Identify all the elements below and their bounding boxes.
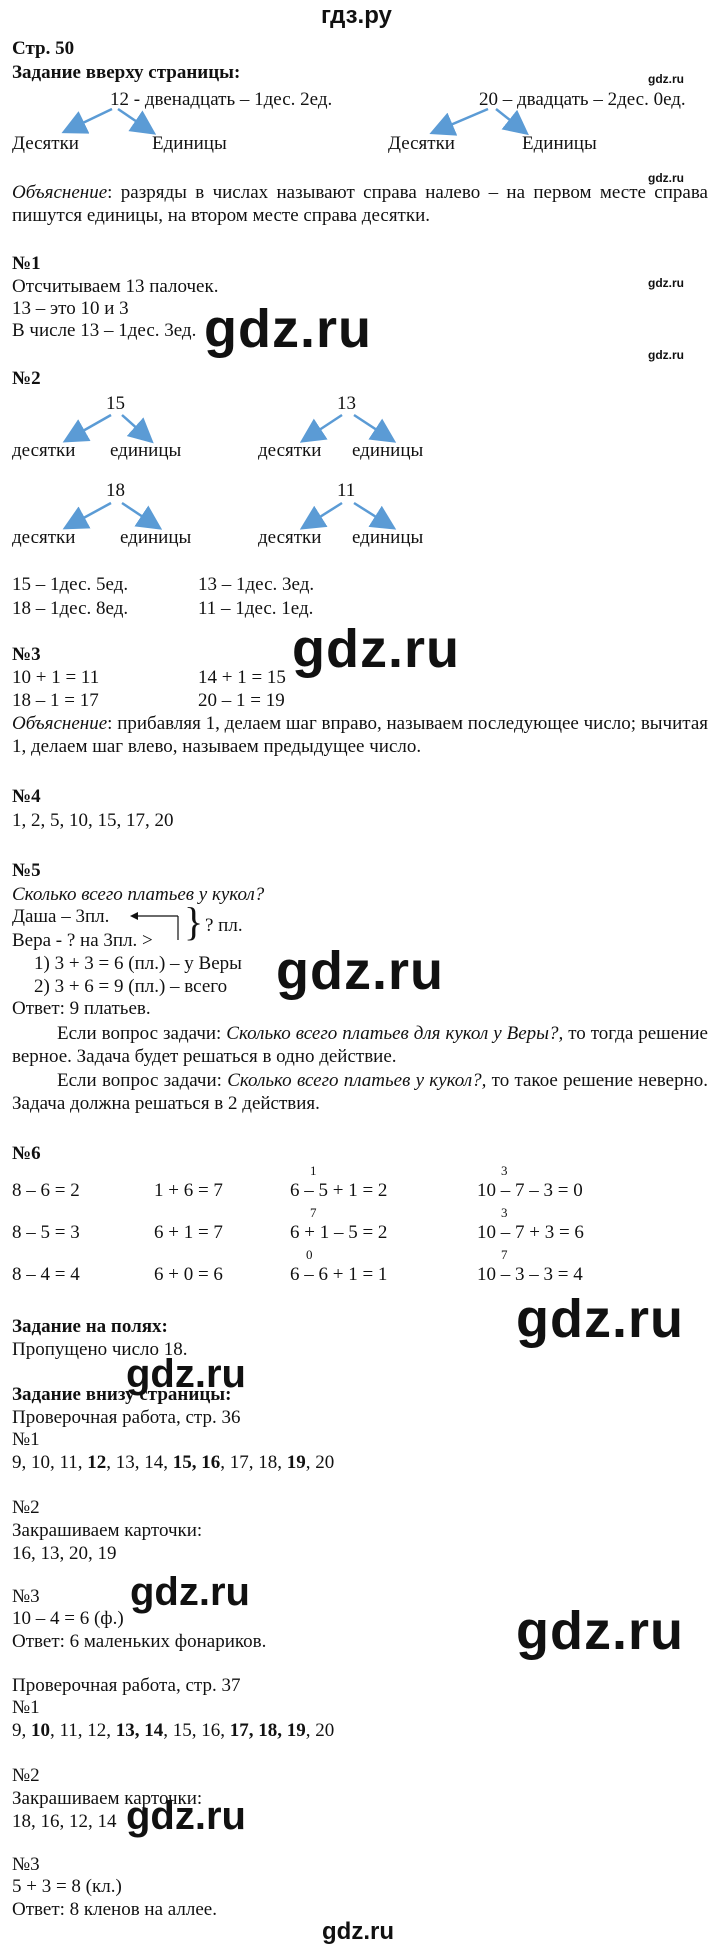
work-sequence <box>12 1720 334 1742</box>
task-6-eq: 10 – 7 + 3 = 6 <box>477 1222 584 1243</box>
note-text: Если вопрос задачи: <box>57 1070 228 1091</box>
watermark-big: gdz.ru <box>276 941 444 1001</box>
work-item-number: №2 <box>12 1765 40 1786</box>
units-label: Единицы <box>522 133 597 154</box>
seq-part: 9, <box>12 1720 31 1741</box>
task-5-dasha: Даша – 3пл. <box>12 906 110 927</box>
task-6-eq: 8 – 6 = 2 <box>12 1180 80 1201</box>
tens-label: десятки <box>12 527 76 548</box>
work-text: Закрашиваем карточки: <box>12 1788 203 1809</box>
arrow-11-tens <box>304 503 342 527</box>
work-title: Проверочная работа, стр. 37 <box>12 1675 241 1696</box>
work-item-number: №3 <box>12 1854 40 1875</box>
task-5-title: №5 <box>12 860 41 881</box>
note-text: то такое решение неверно. Задача должна решаться в 2 действия. <box>12 1070 708 1114</box>
task-4-title: №4 <box>12 786 41 807</box>
margin-task-text: Пропущено число 18. <box>12 1339 188 1360</box>
note-question: Сколько всего платьев у кукол?, <box>227 1070 487 1091</box>
top-task-explanation <box>12 181 708 227</box>
vera-label: Вера - <box>12 930 67 951</box>
work-item-number: №3 <box>12 1586 40 1607</box>
seq-part: , 15, 16, <box>163 1720 230 1741</box>
task-5-vera <box>12 930 153 952</box>
watermark-small: gdz.ru <box>648 276 684 290</box>
explanation-text: : разряды в числах называют справа налево – на первом месте справа пишутся единицы, на втором месте справа десятки. <box>12 182 708 226</box>
task-6-eq: 1 + 6 = 7 <box>154 1180 223 1201</box>
task-3-eq: 10 + 1 = 11 <box>12 667 100 688</box>
seq-part: 9, 10, 11, <box>12 1452 88 1473</box>
watermark-big: gdz.ru <box>516 1601 684 1661</box>
tree-number: 11 <box>337 480 356 501</box>
site-header: гдз.ру <box>321 2 392 29</box>
task-2-result: 13 – 1дес. 3ед. <box>198 574 315 595</box>
watermark-big: gdz.ru <box>130 1570 250 1614</box>
task-5-question: Сколько всего платьев у кукол? <box>12 884 265 905</box>
work-title: Проверочная работа, стр. 36 <box>12 1407 241 1428</box>
task-3-eq: 20 – 1 = 19 <box>198 690 285 711</box>
top-task-heading: Задание вверху страницы: <box>12 62 241 83</box>
work-item-number: №1 <box>12 1697 40 1718</box>
task-4-sequence: 1, 2, 5, 10, 15, 17, 20 <box>12 810 174 831</box>
task-1-line: 13 – это 10 и 3 <box>12 298 129 319</box>
seq-part: , 20 <box>305 1720 335 1741</box>
watermark-small: gdz.ru <box>648 348 684 362</box>
work-cards: 18, 16, 12, 14 <box>12 1811 117 1832</box>
task-5-total: ? пл. <box>205 915 243 936</box>
task-5-note <box>12 1069 708 1115</box>
task-6-hint: 7 <box>310 1205 317 1220</box>
task-6-hint: 3 <box>501 1163 508 1178</box>
task-6-eq: 6 + 0 = 6 <box>154 1264 223 1285</box>
margin-task-heading: Задание на полях: <box>12 1316 168 1337</box>
task-6-eq: 6 + 1 = 7 <box>154 1222 223 1243</box>
tens-label: десятки <box>258 527 322 548</box>
task-3-title: №3 <box>12 644 41 665</box>
task-5-step: 2) 3 + 6 = 9 (пл.) – всего <box>34 976 228 997</box>
task-3-eq: 14 + 1 = 15 <box>198 667 286 688</box>
arrow-15-units <box>122 415 150 440</box>
watermark-small: gdz.ru <box>648 72 684 86</box>
task-2-result: 11 – 1дес. 1ед. <box>198 598 314 619</box>
task-6-hint: 3 <box>501 1205 508 1220</box>
watermark-small: gdz.ru <box>648 171 684 185</box>
units-label: единицы <box>352 440 424 461</box>
number-line-12: 12 - двенадцать – 1дес. 2ед. <box>110 89 333 110</box>
seq-part-bold: 15, 16 <box>172 1452 221 1473</box>
task-6-eq: 10 – 7 – 3 = 0 <box>477 1180 583 1201</box>
arrow-15-tens <box>67 415 111 440</box>
task-6-title: №6 <box>12 1143 41 1164</box>
seq-part-bold: 12 <box>87 1452 107 1473</box>
note-text: то тогда решение верное. Задача будет решаться в одно действие. <box>12 1023 708 1067</box>
work-text: Закрашиваем карточки: <box>12 1520 203 1541</box>
arrow-20-units <box>496 109 525 132</box>
task-2-title: №2 <box>12 368 41 389</box>
arrow-12-tens <box>66 109 112 131</box>
work-item-number: №1 <box>12 1429 40 1450</box>
seq-part-bold: 19 <box>286 1452 306 1473</box>
arrow-13-tens <box>304 415 342 440</box>
explanation-label: Объяснение <box>12 182 108 203</box>
watermark-big: gdz.ru <box>204 299 372 359</box>
explanation-text: : прибавляя 1, делаем шаг вправо, называем последующее число; вычитая 1, делаем шаг влево, называем предыдущее число. <box>12 713 708 757</box>
task-1-line: В числе 13 – 1дес. 3ед. <box>12 320 197 341</box>
task-6-eq: 8 – 4 = 4 <box>12 1264 80 1285</box>
units-label: единицы <box>110 440 182 461</box>
units-label: Единицы <box>152 133 227 154</box>
work-eq: 10 – 4 = 6 (ф.) <box>12 1608 124 1629</box>
bottom-task-heading: Задание внизу страницы: <box>12 1384 232 1405</box>
watermark-big: gdz.ru <box>126 1352 246 1396</box>
watermark-big: gdz.ru <box>292 619 460 679</box>
task-5-answer: Ответ: 9 платьев. <box>12 998 151 1019</box>
units-label: единицы <box>352 527 424 548</box>
work-cards: 16, 13, 20, 19 <box>12 1543 117 1564</box>
units-label: единицы <box>120 527 192 548</box>
tree-number: 18 <box>106 480 125 501</box>
page-label: Стр. 50 <box>12 38 75 59</box>
number-line-20: 20 – двадцать – 2дес. 0ед. <box>479 89 686 110</box>
task-3-eq: 18 – 1 = 17 <box>12 690 99 711</box>
work-item-number: №2 <box>12 1497 40 1518</box>
note-question: Сколько всего платьев для кукол у Веры?, <box>226 1023 564 1044</box>
watermark-big: gdz.ru <box>126 1794 246 1838</box>
task-6-eq: 6 – 5 + 1 = 2 <box>290 1180 388 1201</box>
footer-site: gdz.ru <box>322 1918 394 1945</box>
task-2-result: 18 – 1дес. 8ед. <box>12 598 129 619</box>
work-answer: Ответ: 6 маленьких фонариков. <box>12 1631 267 1652</box>
tree-number: 15 <box>106 393 125 414</box>
tree-number: 13 <box>337 393 356 414</box>
task-3-explanation <box>12 712 708 758</box>
task-2-result: 15 – 1дес. 5ед. <box>12 574 129 595</box>
task-1-line: Отсчитываем 13 палочек. <box>12 276 219 297</box>
task-5-note <box>12 1022 708 1068</box>
tens-label: десятки <box>12 440 76 461</box>
task-6-hint: 1 <box>310 1163 317 1178</box>
seq-part-bold: 10 <box>31 1720 50 1741</box>
arrow-12-units <box>118 109 152 132</box>
brace-icon: } <box>184 899 204 944</box>
vera-value: ? на 3пл. > <box>66 930 153 951</box>
task-6-hint: 0 <box>306 1247 313 1262</box>
arrow-20-tens <box>434 109 488 132</box>
work-eq: 5 + 3 = 8 (кл.) <box>12 1876 122 1897</box>
watermark-big: gdz.ru <box>516 1289 684 1349</box>
seq-part: , 20 <box>305 1452 335 1473</box>
arrow-11-units <box>354 503 392 527</box>
seq-part-bold: 13, 14 <box>115 1720 164 1741</box>
explanation-label: Объяснение <box>12 713 108 734</box>
work-sequence <box>12 1452 334 1474</box>
task-6-eq: 8 – 5 = 3 <box>12 1222 80 1243</box>
seq-part-bold: 17, 18, 19 <box>229 1720 306 1741</box>
seq-part: , 11, 12, <box>50 1720 116 1741</box>
seq-part: , 13, 14, <box>106 1452 173 1473</box>
work-answer: Ответ: 8 кленов на аллее. <box>12 1899 217 1920</box>
tens-label: десятки <box>258 440 322 461</box>
arrow-18-tens <box>67 503 111 527</box>
seq-part: , 17, 18, <box>220 1452 287 1473</box>
tens-label: Десятки <box>388 133 455 154</box>
tens-label: Десятки <box>12 133 79 154</box>
task-6-eq: 6 + 1 – 5 = 2 <box>290 1222 388 1243</box>
task-6-eq: 10 – 3 – 3 = 4 <box>477 1264 583 1285</box>
task-5-step: 1) 3 + 3 = 6 (пл.) – у Веры <box>34 953 242 974</box>
arrow-18-units <box>122 503 158 527</box>
arrow-13-units <box>354 415 392 440</box>
task-6-eq: 6 – 6 + 1 = 1 <box>290 1264 388 1285</box>
note-text: Если вопрос задачи: <box>57 1023 227 1044</box>
task-6-hint: 7 <box>501 1247 508 1262</box>
task-1-title: №1 <box>12 253 41 274</box>
